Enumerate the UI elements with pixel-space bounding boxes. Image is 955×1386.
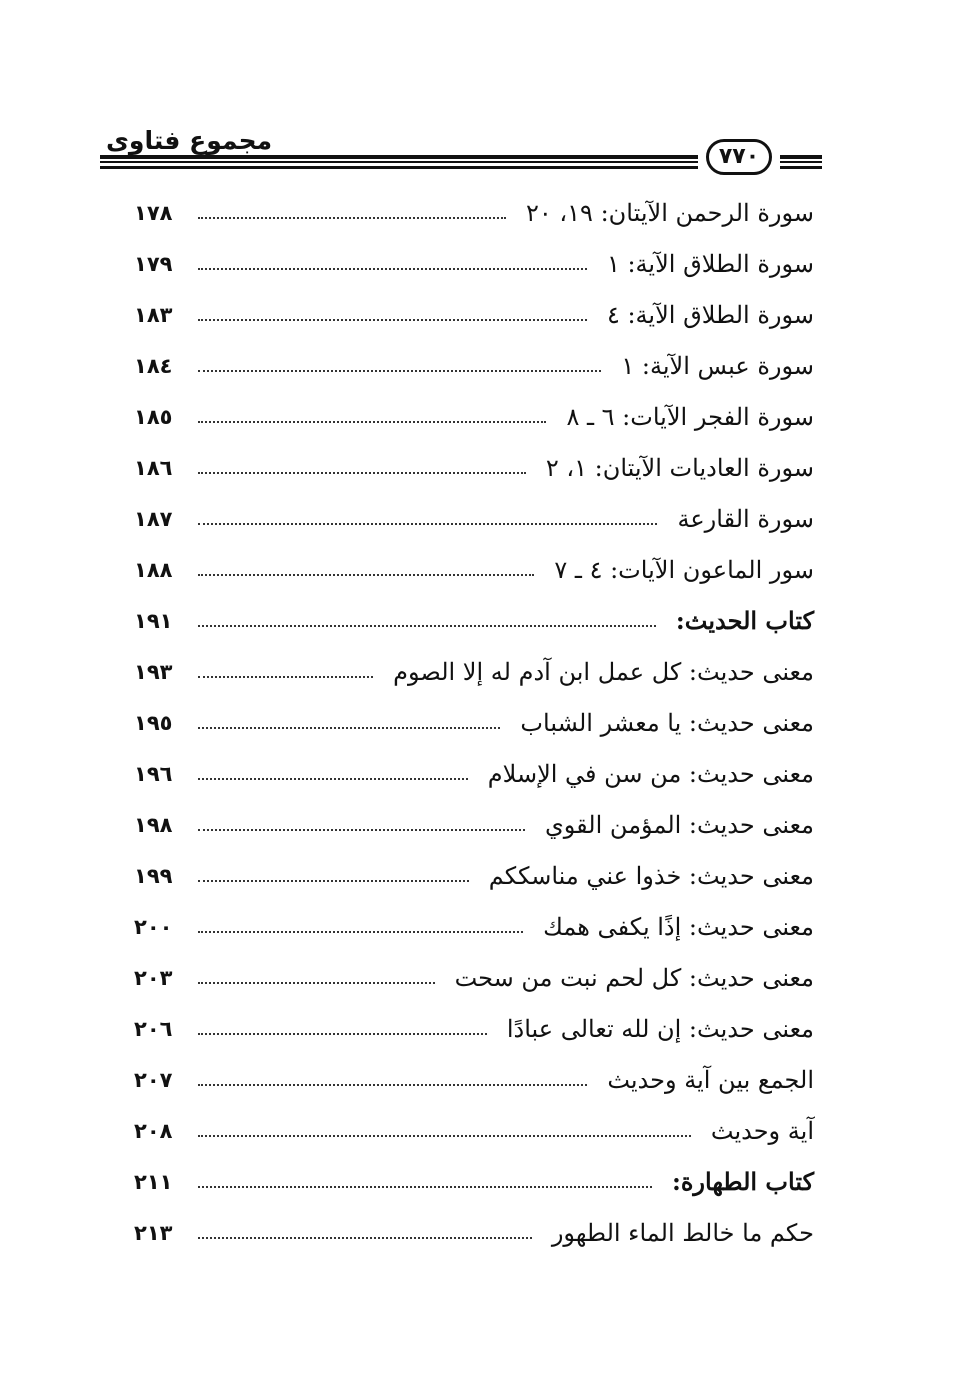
table-of-contents: [134, 187, 814, 1258]
toc-entry[interactable]: [134, 391, 814, 442]
toc-page-number: ١٩١: [134, 608, 173, 633]
toc-entry[interactable]: [134, 1105, 814, 1156]
toc-page-number: ١٨٣: [134, 302, 173, 327]
dot-leader: [198, 1186, 652, 1188]
dot-leader: [198, 472, 526, 474]
toc-entry-title: سورة الطلاق الآية: ١: [606, 249, 814, 278]
toc-entry-title: معنى حديث: إن لله تعالى عبادًا: [506, 1014, 814, 1043]
toc-entry-title: معنى حديث: كل لحم نبت من سحت: [454, 963, 814, 992]
header-rule: [780, 161, 822, 163]
toc-entry-title: سورة العاديات الآيتان: ١، ٢: [545, 453, 814, 482]
toc-entry[interactable]: [134, 595, 814, 646]
toc-entry-title: معنى حديث: كل عمل ابن آدم له إلا الصوم: [393, 657, 814, 686]
toc-page-number: ٢١١: [134, 1169, 173, 1194]
header-rule: [780, 166, 822, 169]
dot-leader: [198, 1237, 532, 1239]
toc-entry-title: سورة عبس الآية: ١: [621, 351, 814, 380]
toc-entry[interactable]: [134, 1003, 814, 1054]
toc-page-number: ٢١٣: [134, 1220, 173, 1245]
toc-entry[interactable]: [134, 493, 814, 544]
dot-leader: [198, 574, 534, 576]
dot-leader: [198, 982, 435, 984]
toc-entry-title: معنى حديث: إذًا يكفى همك: [543, 912, 814, 941]
toc-entry-title: حكم ما خالط الماء الطهور: [551, 1218, 814, 1247]
dot-leader: [198, 268, 587, 270]
toc-page-number: ٢٠٨: [134, 1118, 173, 1143]
dot-leader: [198, 523, 657, 525]
toc-entry-title: معنى حديث: من سن في الإسلام: [487, 759, 814, 788]
toc-entry[interactable]: [134, 646, 814, 697]
header-rule: [100, 155, 698, 159]
page-header: [100, 118, 822, 178]
toc-entry-title: سورة القارعة: [677, 504, 814, 533]
toc-entry[interactable]: [134, 1156, 814, 1207]
toc-page-number: ١٩٦: [134, 761, 173, 786]
toc-page-number: ١٨٦: [134, 455, 173, 480]
toc-page-number: ٢٠٦: [134, 1016, 173, 1041]
toc-entry-title: الجمع بين آية وحديث: [607, 1065, 814, 1094]
header-rule: [100, 166, 698, 169]
toc-section-heading: كتاب الحديث:: [675, 605, 814, 635]
toc-page-number: ١٧٩: [134, 251, 173, 276]
toc-entry-title: سورة الطلاق الآية: ٤: [606, 300, 814, 329]
toc-entry-title: معنى حديث: خذوا عني مناسككم: [488, 861, 814, 890]
toc-page-number: ١٩٩: [134, 863, 173, 888]
dot-leader: [198, 778, 468, 780]
toc-entry[interactable]: [134, 697, 814, 748]
toc-entry[interactable]: [134, 799, 814, 850]
dot-leader: [198, 370, 601, 372]
dot-leader: [198, 1135, 691, 1137]
toc-entry[interactable]: [134, 289, 814, 340]
toc-entry-title: سور الماعون الآيات: ٤ ـ ٧: [554, 555, 814, 584]
toc-section-heading: كتاب الطهارة:: [672, 1166, 814, 1196]
toc-entry-title: معنى حديث: المؤمن القوي: [544, 810, 814, 839]
toc-page-number: ٢٠٣: [134, 965, 173, 990]
dot-leader: [198, 1033, 487, 1035]
toc-entry[interactable]: [134, 340, 814, 391]
toc-entry[interactable]: [134, 901, 814, 952]
toc-page-number: ٢٠٠: [134, 914, 173, 939]
toc-page-number: ١٨٥: [134, 404, 173, 429]
toc-entry[interactable]: [134, 850, 814, 901]
dot-leader: [198, 880, 469, 882]
toc-page-number: ١٨٧: [134, 506, 173, 531]
header-rule: [780, 155, 822, 159]
book-title: مجموع فتاوى: [106, 126, 273, 155]
header-rule: [100, 161, 698, 163]
toc-page-number: ١٩٥: [134, 710, 173, 735]
toc-entry[interactable]: [134, 1207, 814, 1258]
toc-entry[interactable]: [134, 544, 814, 595]
dot-leader: [198, 1084, 587, 1086]
toc-entry-title: سورة الفجر الآيات: ٦ ـ ٨: [566, 402, 814, 431]
dot-leader: [198, 625, 656, 627]
toc-page-number: ١٧٨: [134, 200, 173, 225]
toc-entry-title: سورة الرحمن الآيتان: ١٩، ٢٠: [526, 198, 814, 227]
dot-leader: [198, 421, 546, 423]
dot-leader: [198, 931, 523, 933]
page-number-badge: ٧٧٠: [706, 139, 772, 175]
dot-leader: [198, 829, 525, 831]
toc-entry[interactable]: [134, 442, 814, 493]
toc-entry-title: آية وحديث: [710, 1116, 814, 1145]
toc-page-number: ١٩٣: [134, 659, 173, 684]
toc-page-number: ٢٠٧: [134, 1067, 173, 1092]
toc-page-number: ١٨٤: [134, 353, 173, 378]
dot-leader: [198, 319, 587, 321]
dot-leader: [198, 217, 506, 219]
toc-entry[interactable]: [134, 1054, 814, 1105]
toc-entry[interactable]: [134, 952, 814, 1003]
dot-leader: [198, 676, 373, 678]
toc-entry[interactable]: [134, 187, 814, 238]
toc-entry[interactable]: [134, 238, 814, 289]
dot-leader: [198, 727, 500, 729]
toc-entry[interactable]: [134, 748, 814, 799]
toc-page-number: ١٩٨: [134, 812, 173, 837]
toc-entry-title: معنى حديث: يا معشر الشباب: [520, 708, 814, 737]
toc-page-number: ١٨٨: [134, 557, 173, 582]
